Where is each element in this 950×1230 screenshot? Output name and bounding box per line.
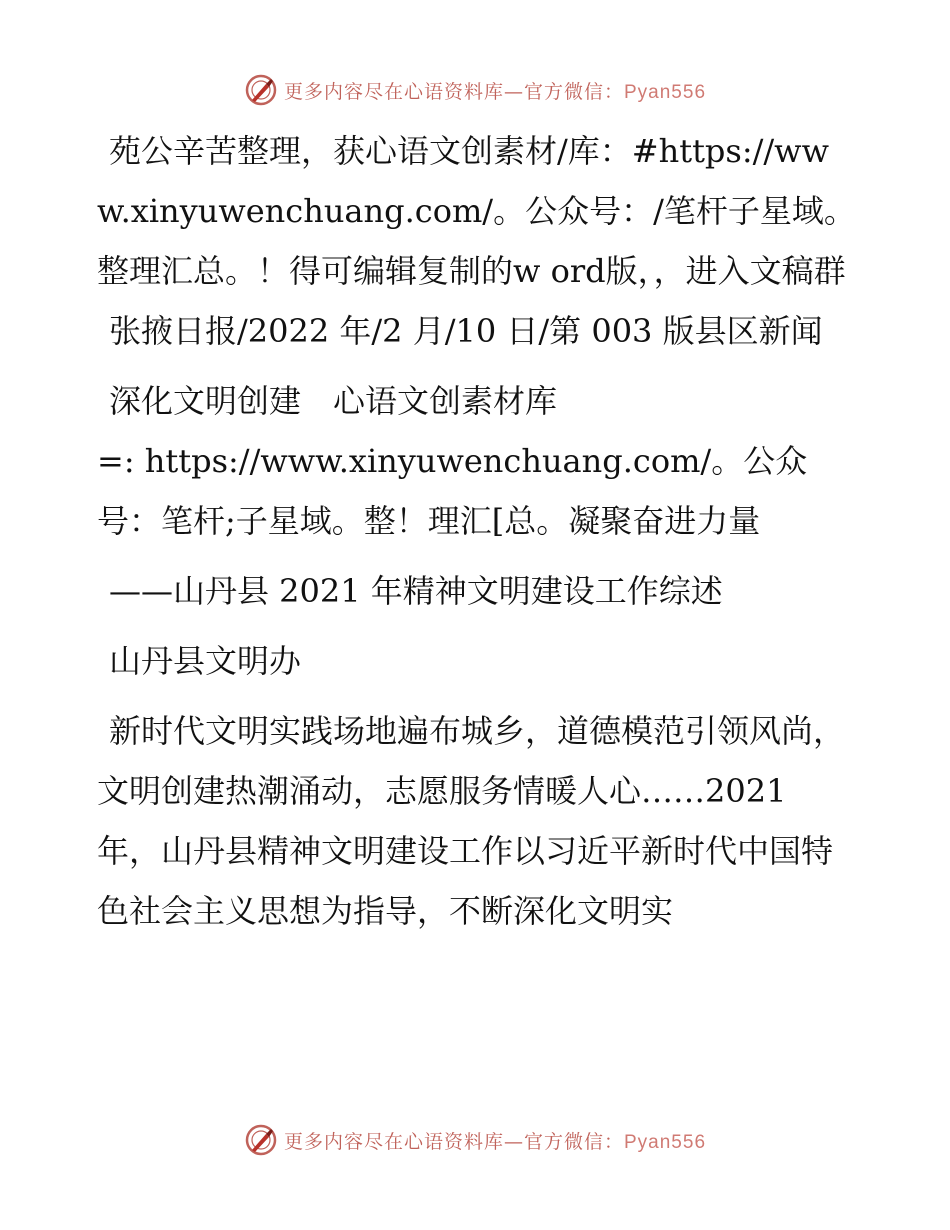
- wechat-id: Pyan556: [624, 81, 707, 103]
- document-body: [97, 121, 857, 951]
- pen-logo-icon: [244, 73, 278, 107]
- paragraph: 深化文明创建 心语文创素材库: [109, 382, 558, 420]
- paragraph: 新时代文明实践场地遍布城乡，道德模范引领风尚，文明创建热潮涌动，志愿服务情暖人心……2021 年，山丹县精神文明建设工作以习近平新时代中国特色社会主义思想为指导，不断深化文明实: [97, 712, 846, 930]
- wechat-id: Pyan556: [624, 1131, 707, 1153]
- banner-text: 更多内容尽在心语资料库—官方微信：Pyan556: [283, 80, 707, 103]
- paragraph: 山丹县文明办: [109, 642, 302, 680]
- paragraph: 张掖日报/2022 年/2 月/10 日/第 003 版县区新闻: [109, 312, 823, 350]
- header-banner: [0, 70, 950, 110]
- paragraph: =: https://www.xinyuwenchuang.com/。公众号：笔杆;子星域。整！理汇[总。凝聚奋进力量: [97, 442, 808, 540]
- footer-banner: [0, 1120, 950, 1160]
- pen-logo-icon: [244, 1123, 278, 1157]
- paragraph: 苑公辛苦整理，获心语文创素材/库：#https://www.xinyuwenchuang.com/。公众号：/笔杆子星域。整理汇总。！得可编辑复制的w ord版，，进入文稿群: [97, 132, 856, 290]
- paragraph: ——山丹县 2021 年精神文明建设工作综述: [109, 572, 723, 610]
- banner-text: 更多内容尽在心语资料库—官方微信：Pyan556: [283, 1130, 707, 1153]
